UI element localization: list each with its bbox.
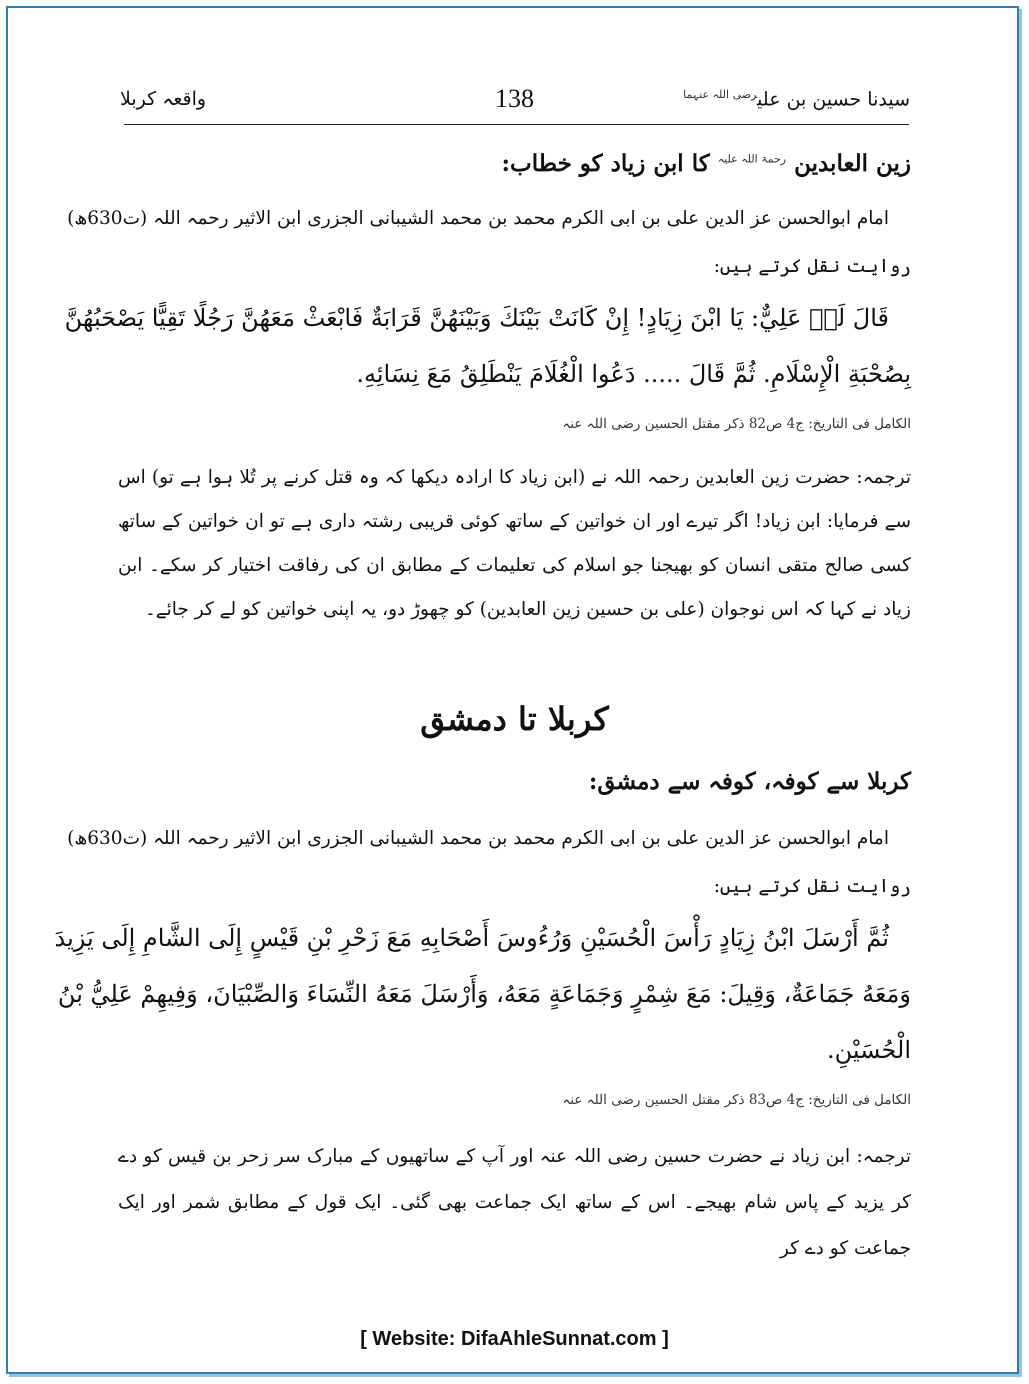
chapter-title: کربلا تا دمشق bbox=[420, 700, 609, 738]
honorific: رضی اللہ عنہما bbox=[683, 88, 758, 101]
section1-heading: زین العابدین $^{رحمۃ اللہ علیہ}$ کا ابن زیاد کو خطاب: bbox=[501, 150, 911, 177]
header-chapter-title: واقعہ کربلا bbox=[120, 88, 207, 110]
website-footer: [ Website: DifaAhleSunnat.com ] bbox=[360, 1328, 669, 1350]
section1-arabic-line1: قَالَ لَہٗ عَلِيٌّ: يَا ابْنَ زِيَادٍ! إِنْ كَانَتْ بَيْنَكَ وَبَيْنَهُنَّ قَرَابَةٌ فَابْعَثْ مَعَهُنَّ رَجُلًا تَقِيًّا يَصْحَبُهُنَّ bbox=[64, 304, 889, 332]
section2-arabic-line3: الْحُسَيْنِ. bbox=[826, 1036, 911, 1064]
section2-intro-line2: روایت نقل کرتے ہیں: bbox=[713, 876, 911, 897]
section1-intro-line2: روایت نقل کرتے ہیں: bbox=[713, 256, 911, 277]
section2-intro-line1: امام ابوالحسن عز الدین علی بن ابی الکرم محمد بن محمد الشیبانی الجزری ابن الاثیر رحمہ اللہ (ت630ھ) bbox=[67, 828, 889, 849]
section2-arabic-line2: وَمَعَهُ جَمَاعَةٌ، وَقِيلَ: مَعَ شِمْرٍ وَجَمَاعَةٍ مَعَهُ، وَأَرْسَلَ مَعَهُ النِّسَاءَ وَالصِّبْيَانَ، وَفِيهِمْ عَلِيُّ بْنُ bbox=[57, 980, 911, 1008]
section1-intro-line1: امام ابوالحسن عز الدین علی بن ابی الکرم محمد بن محمد الشیبانی الجزری ابن الاثیر رحمہ اللہ (ت630ھ) bbox=[67, 208, 889, 229]
header-book-title: سیدنا حسین بن علی$^{رضی اللہ عنہما}$ bbox=[683, 88, 910, 111]
section2-heading: کربلا سے کوفہ، کوفہ سے دمشق: bbox=[588, 768, 911, 795]
running-header bbox=[120, 84, 910, 124]
header-rule bbox=[124, 124, 909, 125]
section2-arabic-line1: ثُمَّ أَرْسَلَ ابْنُ زِيَادٍ رَأْسَ الْحُسَيْنِ وَرُءُوسَ أَصْحَابِهِ مَعَ زَحْرِ بْنِ قَيْسٍ إِلَى الشَّامِ إِلَى يَزِيدَ bbox=[54, 924, 889, 952]
section2-translation: ترجمہ: ابن زیاد نے حضرت حسین رضی اللہ عنہ اور آپ کے ساتھیوں کے مبارک سر زحر بن قیس کو دے کر یزید کے پاس شام بھیجے۔ اس کے ساتھ ایک جماعت بھی گئی۔ ایک قول کے مطابق شمر اور ایک جماعت کو دے کر bbox=[118, 1146, 911, 1259]
honorific: رحمۃ اللہ علیہ bbox=[717, 152, 787, 166]
section1-translation: ترجمہ: حضرت زین العابدین رحمہ اللہ نے (ابن زیاد کا ارادہ دیکھا کہ وہ قتل کرنے پر تُلا ہوا ہے تو) اس سے فرمایا: ابن زیاد! اگر تیرے اور ان خواتین کے ساتھ کوئی قریبی رشتہ داری ہے تو ان خواتین کے ساتھ کسی صالح متقی انسان کو بھیجنا جو اسلام کی تعلیمات کے مطابق ان کی رفاقت اختیار کر سکے۔ ابن زیاد نے کہا کہ اس نوجوان (علی بن حسین زین العابدین) کو چھوڑ دو، یہ اپنی خواتین کو لے کر جائے۔ bbox=[118, 467, 911, 620]
section1-reference: الکامل فی التاریخ: ج4 ص82 ذکر مقتل الحسین رضی اللہ عنہ bbox=[562, 416, 911, 432]
page-number: 138 bbox=[495, 84, 534, 113]
section1-arabic-line2: بِصُحْبَةِ الْإِسْلَامِ. ثُمَّ قَالَ ..... دَعُوا الْغُلَامَ يَنْطَلِقُ مَعَ نِسَائِهِ. bbox=[356, 360, 911, 388]
section2-reference: الکامل فی التاریخ: ج4 ص83 ذکر مقتل الحسین رضی اللہ عنہ bbox=[562, 1092, 911, 1108]
